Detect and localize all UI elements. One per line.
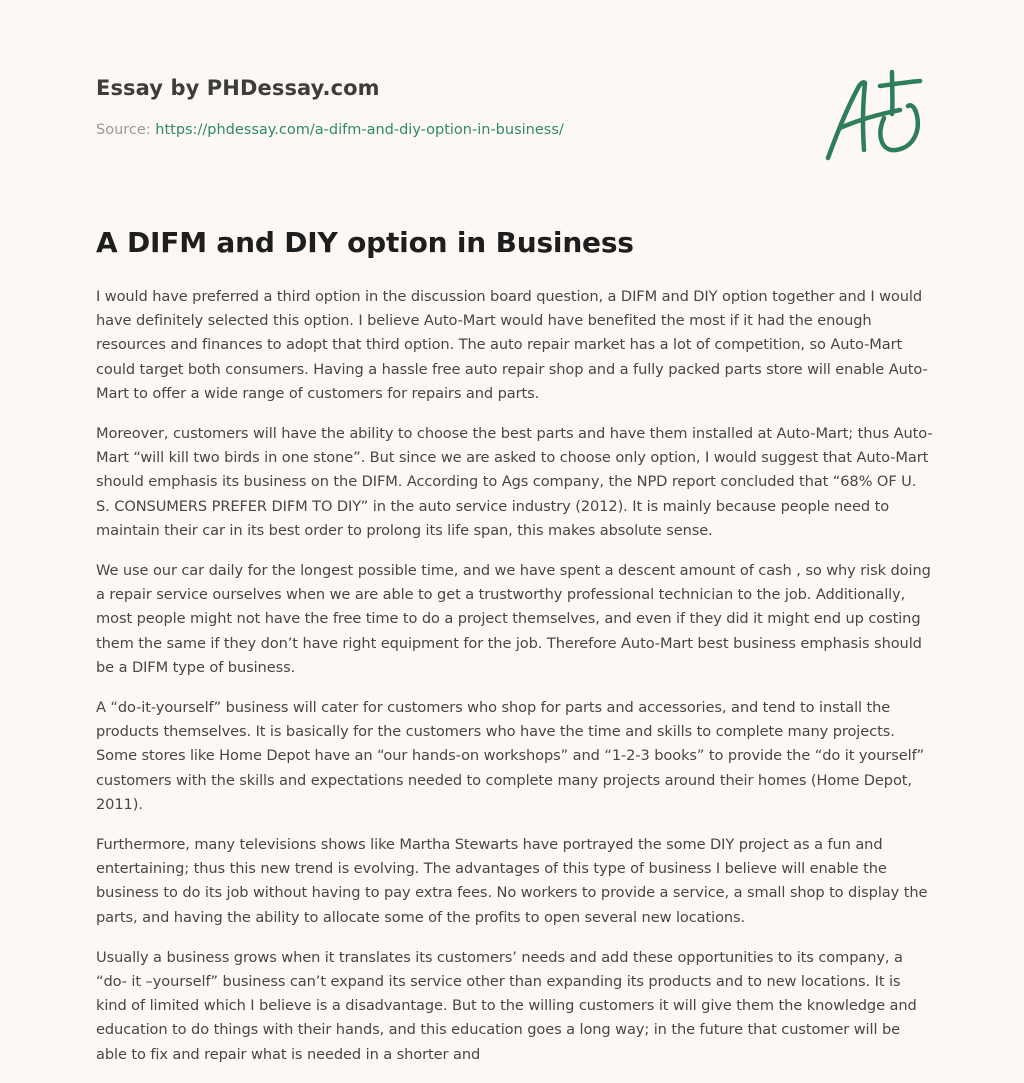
site-header <box>96 76 796 138</box>
paragraph: Furthermore, many televisions shows like Martha Stewarts have portrayed the some DIY project as a fun and entertaining; thus this new trend is evolving. The advantages of this type of business I believe will enable the business to do its job without having to pay extra fees. No workers to provide a service, a small shop to display the parts, and having the ability to allocate some of the profits to open several new locations. <box>96 836 928 926</box>
paragraph: A “do-it-yourself” business will cater for customers who shop for parts and accessories, and tend to install the products themselves. It is basically for the customers who have the time and skills to complete many projects. Some stores like Home Depot have an “our hands-on workshops” and “1-2-3 books” to provide the “do it yourself” customers with the skills and expectations needed to complete many projects around their homes (Home Depot, 2011). <box>96 699 925 813</box>
source-line <box>96 122 796 138</box>
paragraph: We use our car daily for the longest possible time, and we have spent a descent amount of cash , so why risk doing a repair service ourselves when we are able to get a trustworthy professional technician to the job. Additionally, most people might not have the free time to do a project themselves, and even if they did it might end up costing them the same if they don’t have right equipment for the job. Therefore Auto-Mart best business emphasis should be a DIFM type of business. <box>96 562 931 676</box>
source-link[interactable]: https://phdessay.com/a-difm-and-diy-option-in-business/ <box>155 122 564 138</box>
source-label: Source: <box>96 122 156 138</box>
a-plus-icon <box>818 66 930 166</box>
essay-body <box>96 285 934 1083</box>
paragraph: I would have preferred a third option in the discussion board question, a DIFM and DIY option together and I would have definitely selected this option. I believe Auto-Mart would have benefited the most if it had the enough resources and finances to adopt that third option. The auto repair market has a lot of competition, so Auto-Mart could target both consumers. Having a hassle free auto repair shop and a fully packed parts store will enable Auto-Mart to offer a wide range of customers for repairs and parts. <box>96 288 928 402</box>
site-brand: Essay by PHDessay.com <box>96 76 380 100</box>
paragraph: Moreover, customers will have the ability to choose the best parts and have them installed at Auto-Mart; thus Auto-Mart “will kill two birds in one stone”. But since we are asked to choose only option, I would suggest that Auto-Mart should emphasis its business on the DIFM. According to Ags company, the NPD report concluded that “68% OF U. S. CONSUMERS PREFER DIFM TO DIY” in the auto service industry (2012). It is mainly because people need to maintain their car in its best order to prolong its life span, this makes absolute sense. <box>96 425 933 539</box>
paragraph: Usually a business grows when it translates its customers’ needs and add these opportunities to its company, a “do- it –yourself” business can’t expand its service other than expanding its products and to new locations. It is kind of limited which I believe is a disadvantage. But to the willing customers it will give them the knowledge and education to do things with their hands, and this education goes a long way; in the future that customer will be able to fix and repair what is needed in a shorter and <box>96 948 917 1063</box>
page-title: A DIFM and DIY option in Business <box>96 226 634 259</box>
